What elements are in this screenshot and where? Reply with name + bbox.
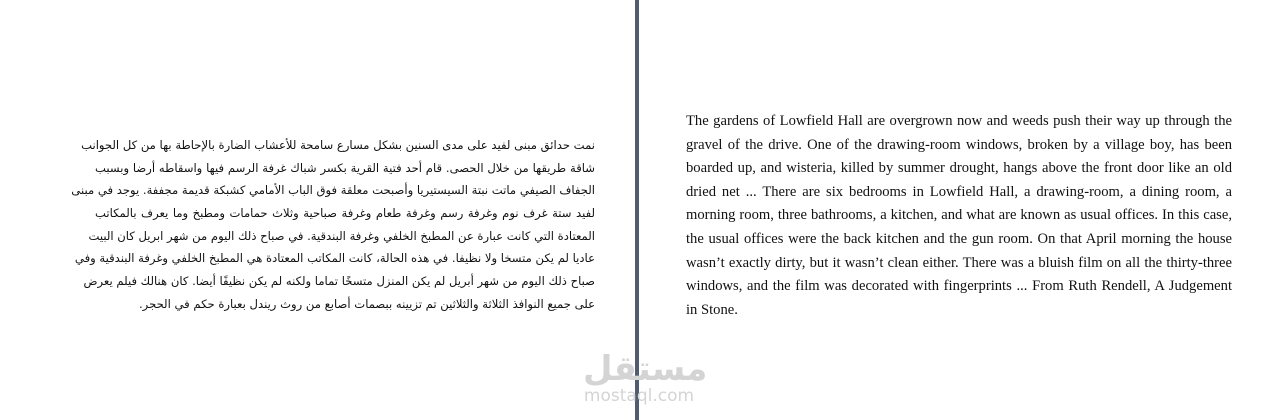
english-paragraph: The gardens of Lowfield Hall are overgrown now and weeds push their way up through the gravel of the drive. One of the drawing-room windows, broken by a village boy, has been boarded up, and wisteria, killed by summer drought, hangs above the front door like an old dried net ... There are six bedrooms in Lowfield Hall, a drawing-room, a dining room, a morning room, three bathrooms, a kitchen, and what are known as usual offices. In this case, the usual offices were the back kitchen and the gun room. On that April morning the house wasn’t exactly dirty, but it wasn’t clean either. There was a bluish film on all the thirty-three windows, and the film was decorated with fingerprints ... From Ruth Rendell, A Judgement in Stone. [686,113,1232,318]
arabic-line: الجفاف الصيفي ماتت نبتة السيستيريا وأصبحت معلقة فوق الباب الأمامي كشبكة قديمة مجففة. يوجد في مبنى [71,183,595,198]
arabic-line: المعتادة التي كانت عبارة عن المطبخ الخلفي وغرفة البندقية. في صباح ذلك اليوم من شهر ابريل كان البيت [88,228,595,243]
arabic-line: نمت حدائق مبنى لفيد على مدى السنين بشكل مسارع سامحة للأعشاب الضارة بالإحاطة بها من كل الجوانب [81,138,595,152]
arabic-paragraph [71,134,595,316]
arabic-line: صباح ذلك اليوم من شهر أبريل لم يكن المنزل متسخًا تماما ولكنه لم يكن نظيفًا أيضا. كان هنالك فيلم يعرض [83,274,595,289]
watermark-arabic: مستقل [583,349,708,389]
arabic-line: على جميع النوافذ الثلاثة والثلاثين تم تزيينه ببصمات أصابع من روث ريندل بعبارة حكم في الحجر. [139,296,595,311]
arabic-line: عاديا لم يكن متسخا ولا نظيفا. في هذه الحالة، كانت المكاتب المعتادة هي المطبخ الخلفي وغرفة البندقية وفي [74,251,595,266]
arabic-line: لفيد ستة غرف نوم وغرفة رسم وغرفة طعام وغرفة صباحية وثلاث حمامات ومطبخ وما يعرف بالمكاتب [95,206,595,221]
watermark-latin: mostaql.com [583,386,695,406]
watermark-logo [583,349,708,406]
arabic-line: شاقة طريقها من خلال الحصى. قام أحد فتية القرية بكسر شباك غرفة الرسم فيها واسقاطه أرضا وبسبب [95,160,595,175]
